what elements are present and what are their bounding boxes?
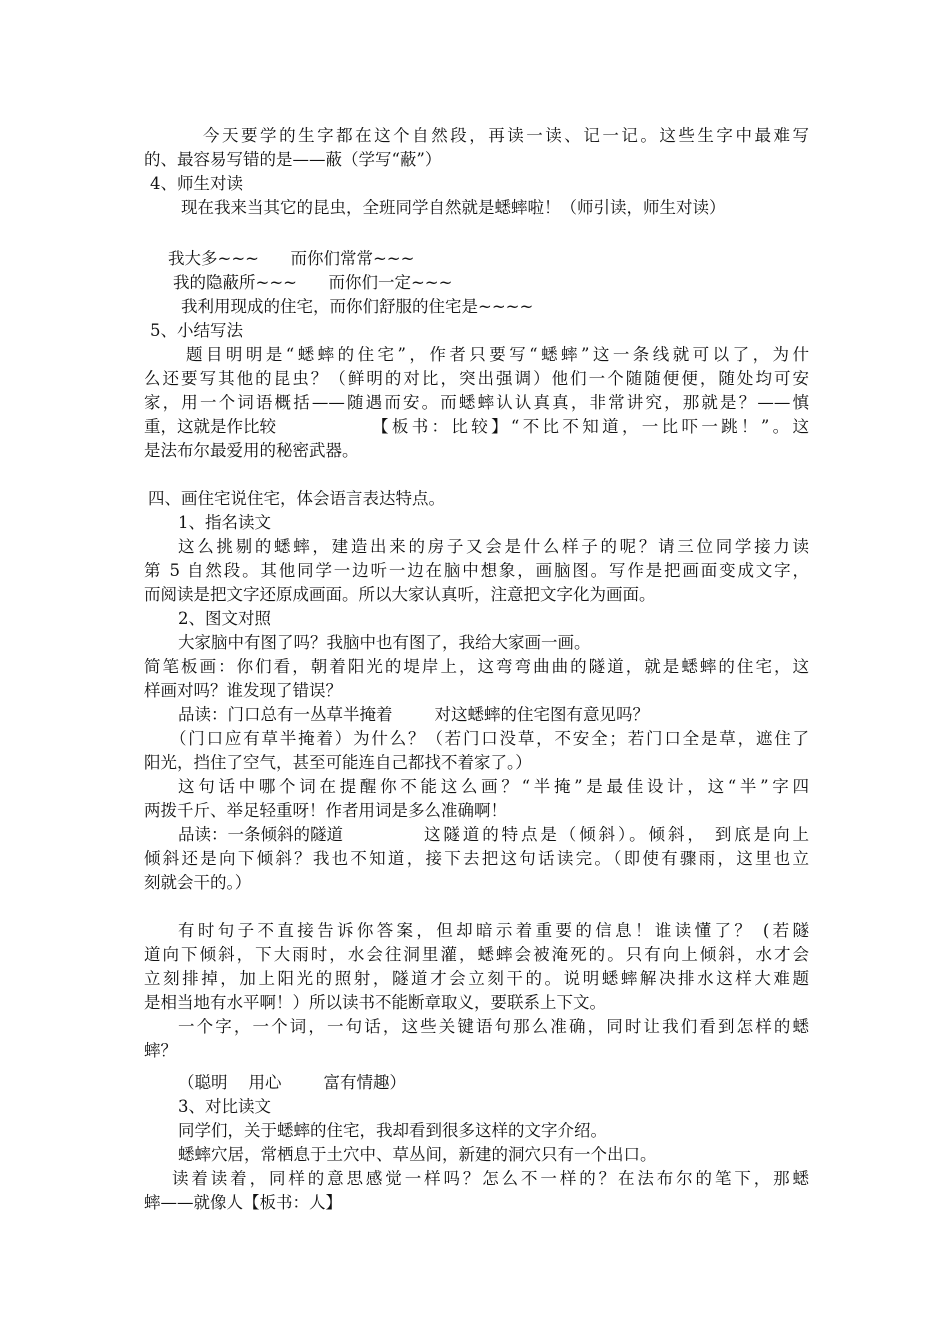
blackboard-note: 【板书：比较】“不比不知道，一比吓一跳！”。这	[372, 417, 809, 436]
paragraph-line: 么还要写其他的昆虫？（鲜明的对比，突出强调）他们一个随随便便，随处均可安	[144, 369, 809, 388]
paragraph-line: 立刻排掉，加上阳光的照射，隧道才会立刻干的。说明蟋蟀解决排水这样大难题	[144, 969, 809, 988]
paragraph-line: （门口应有草半掩着）为什么？（若门口没草，不安全；若门口全是草，遮住了	[170, 729, 809, 748]
paragraph-line: 道向下倾斜，下大雨时，水会往洞里灌，蟋蟀会被淹死的。只有向上倾斜，水才会	[144, 945, 809, 964]
subsection-heading: 1、指名读文	[178, 513, 271, 532]
paragraph-line: 蟀？	[144, 1041, 177, 1060]
paragraph-line: 这么挑剔的蟋蟀，建造出来的房子又会是什么样子的呢？请三位同学接力读	[178, 537, 809, 556]
paragraph-line: 样画对吗？谁发现了错误？	[144, 681, 342, 700]
paragraph-line: 倾斜还是向下倾斜？我也不知道，接下去把这句话读完。（即使有骤雨，这里也立	[144, 849, 809, 868]
paragraph-line: 简笔板画：你们看，朝着阳光的堤岸上，这弯弯曲曲的隧道，就是蟋蟀的住宅，这	[144, 657, 809, 676]
paragraph-line: 一个字，一个词，一句话，这些关键语句那么准确，同时让我们看到怎样的蟋	[178, 1017, 809, 1036]
paragraph-line: 大家脑中有图了吗？我脑中也有图了，我给大家画一画。	[178, 633, 591, 652]
paragraph-line: 有时句子不直接告诉你答案，但却暗示着重要的信息！谁读懂了？ (若隧	[178, 921, 809, 940]
paragraph-line: 品读：一条倾斜的隧道	[178, 825, 343, 844]
paragraph-line: 蟋蟀穴居，常栖息于土穴中、草丛间，新建的洞穴只有一个出口。	[178, 1145, 657, 1164]
section-heading: 四、画住宅说住宅，体会语言表达特点。	[148, 489, 445, 508]
paragraph-line: 现在我来当其它的昆虫，全班同学自然就是蟋蟀啦！（师引读，师生对读）	[181, 198, 726, 217]
paragraph-line: 第 5 自然段。其他同学一边听一边在脑中想象，画脑图。写作是把画面变成文字，	[144, 561, 809, 580]
paragraph-line: 阳光，挡住了空气，甚至可能连自己都找不着家了。）	[144, 753, 532, 772]
paragraph-line: 两拨千斤、举足轻重呀！作者用词是多么准确啊！	[144, 801, 507, 820]
paragraph-line: 重，这就是作比较	[144, 417, 276, 436]
paragraph-line: （聪明 用心 富有情趣）	[178, 1073, 406, 1092]
paragraph-line: 这句话中哪个词在提醒你不能这么画？“半掩”是最佳设计，这“半”字四	[178, 777, 809, 796]
paragraph-line: 题目明明是“蟋蟀的住宅”，作者只要写“蟋蟀”这一条线就可以了，为什	[186, 345, 809, 364]
paragraph-line: 这隧道的特点是（倾斜）。倾斜， 到底是向上	[424, 825, 809, 844]
subsection-heading: 3、对比读文	[178, 1097, 271, 1116]
paragraph-line: 的、最容易写错的是——蔽（学写“蔽”）	[144, 150, 442, 169]
dialogue-line: 我利用现成的住宅，而你们舒服的住宅是~~~~	[181, 297, 534, 316]
paragraph-line: 是相当地有水平啊！）所以读书不能断章取义，要联系上下文。	[144, 993, 606, 1012]
subsection-heading: 2、图文对照	[178, 609, 271, 628]
paragraph-line: 同学们，关于蟋蟀的住宅，我却看到很多这样的文字介绍。	[178, 1121, 607, 1140]
paragraph-line: 今天要学的生字都在这个自然段，再读一读、记一记。这些生字中最难写	[203, 126, 809, 145]
dialogue-line: 我的隐蔽所~~~ 而你们一定~~~	[173, 273, 453, 292]
blackboard-note: 蟀——就像人【板书：人】	[144, 1193, 342, 1212]
paragraph-line: 刻就会干的。）	[144, 873, 252, 892]
section-heading: 4、师生对读	[150, 174, 243, 193]
paragraph-line: 品读：门口总有一丛草半掩着 对这蟋蟀的住宅图有意见吗？	[178, 705, 649, 724]
paragraph-line: 而阅读是把文字还原成画面。所以大家认真听，注意把文字化为画面。	[144, 585, 656, 604]
paragraph-line: 家，用一个词语概括——随遇而安。而蟋蟀认认真真，非常讲究，那就是？——慎	[144, 393, 809, 412]
paragraph-line: 读着读着，同样的意思感觉一样吗？怎么不一样的？在法布尔的笔下，那蟋	[172, 1169, 809, 1188]
section-heading: 5、小结写法	[150, 321, 243, 340]
dialogue-line: 我大多~~~ 而你们常常~~~	[168, 249, 415, 268]
paragraph-line: 是法布尔最爱用的秘密武器。	[144, 441, 359, 460]
